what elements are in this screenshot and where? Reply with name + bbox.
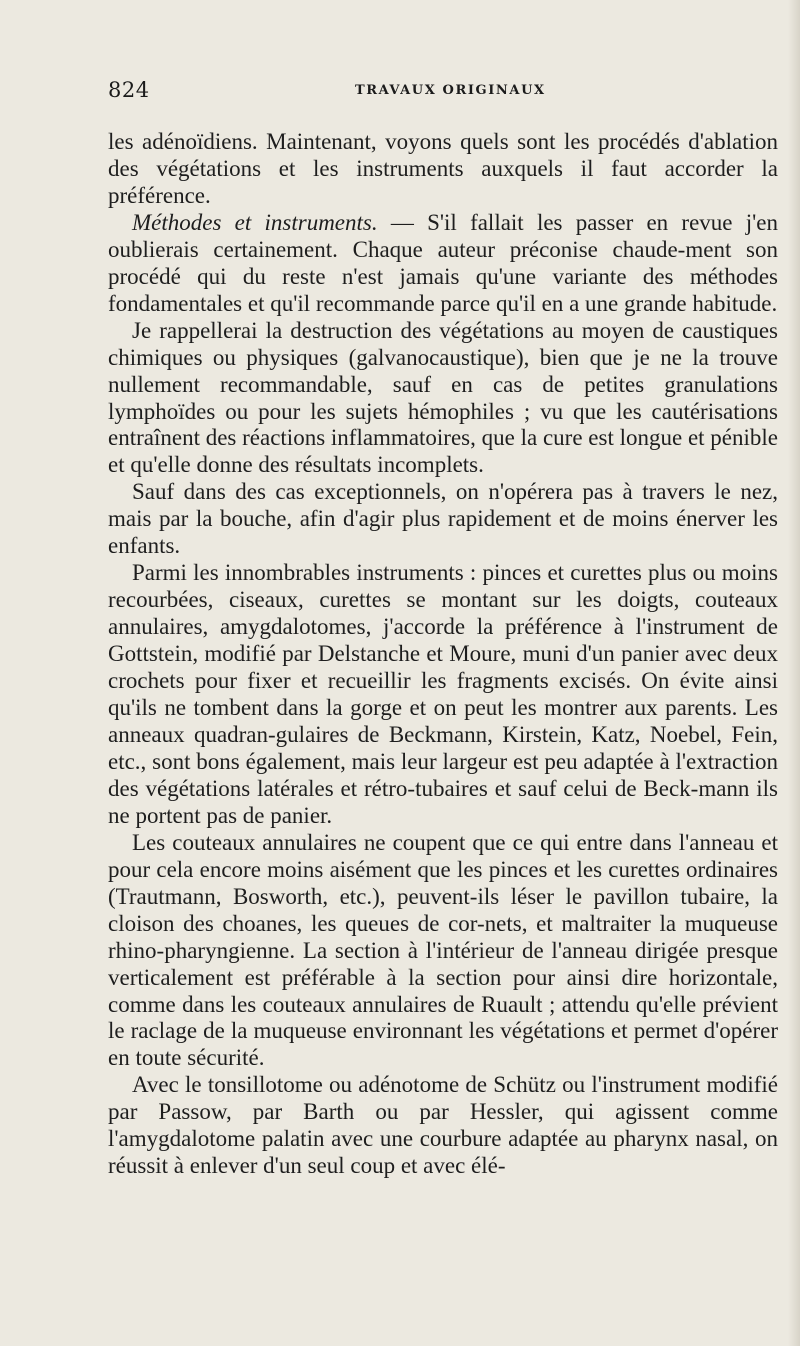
paragraph-methods [108,210,778,318]
paragraph-methods-text: — S'il fallait les passer en revue j'en oublierais certainement. Chaque auteur préconise chaude-ment son procédé qui du reste n'est jamais qu'une variante des méthodes fondamentales et qu'il recommande parce qu'il en a une grande habitude. [108,209,778,316]
body-text [108,129,778,1180]
page-header [108,74,776,108]
paragraph-instruments: Parmi les innombrables instruments : pinces et curettes plus ou moins recourbées, ciseaux, curettes se montant sur les doigts, couteaux annulaires, amygdalotomes, j'accorde la préférence à l'instrument de Gottstein, modifié par Delstanche et Moure, muni d'un panier avec deux crochets pour fixer et recueillir les fragments excisés. On évite ainsi qu'ils ne tombent dans la gorge et on peut les montrer aux parents. Les anneaux quadran-gulaires de Beckmann, Kirstein, Katz, Noebel, Fein, etc., sont bons également, mais leur largeur est peu adaptée à l'extraction des végétations latérales et rétro-tubaires et sauf celui de Beck-mann ils ne portent pas de panier. [108,560,778,828]
paragraph-tonsillotome: Avec le tonsillotome ou adénotome de Schütz ou l'instrument modifié par Passow, par Barth ou par Hessler, qui agissent comme l'amygdalotome palatin avec une courbure adaptée au pharynx nasal, on réussit à enlever d'un seul coup et avec élé- [108,1072,778,1179]
section-heading-methods: Méthodes et instruments. [132,209,378,235]
paragraph-ring-knives: Les couteaux annulaires ne coupent que ce qui entre dans l'anneau et pour cela encore moins aisément que les pinces et les curettes ordinaires (Trautmann, Bosworth, etc.), peuvent-ils léser le pavillon tubaire, la cloison des choanes, les queues de cor-nets, et maltraiter la muqueuse rhino-pharyngienne. La section à l'intérieur de l'anneau dirigée presque verticalement est préférable à la section pour ainsi dire horizontale, comme dans les couteaux annulaires de Ruault ; attendu qu'elle prévient le raclage de la muqueuse environnant les végétations et permet d'opérer en toute sécurité. [108,829,778,1071]
running-title: TRAVAUX ORIGINAUX [355,83,546,98]
paragraph-mouth-route: Sauf dans des cas exceptionnels, on n'opérera pas à travers le nez, mais par la bouche, afin d'agir plus rapidement et de moins énerver les enfants. [108,479,778,559]
page-number: 824 [108,78,150,102]
paragraph-continuation: les adénoïdiens. Maintenant, voyons quels sont les procédés d'ablation des végétations et les instruments auxquels il faut accorder la préférence. [108,129,778,208]
paragraph-caustics: Je rappellerai la destruction des végétations au moyen de caustiques chimiques ou physiques (galvanocaustique), bien que je ne la trouve nullement recommandable, sauf en cas de petites granulations lymphoïdes ou pour les sujets hémophiles ; vu que les cautérisations entraînent des réactions inflammatoires, que la cure est longue et pénible et qu'elle donne des résultats incomplets. [108,317,778,478]
